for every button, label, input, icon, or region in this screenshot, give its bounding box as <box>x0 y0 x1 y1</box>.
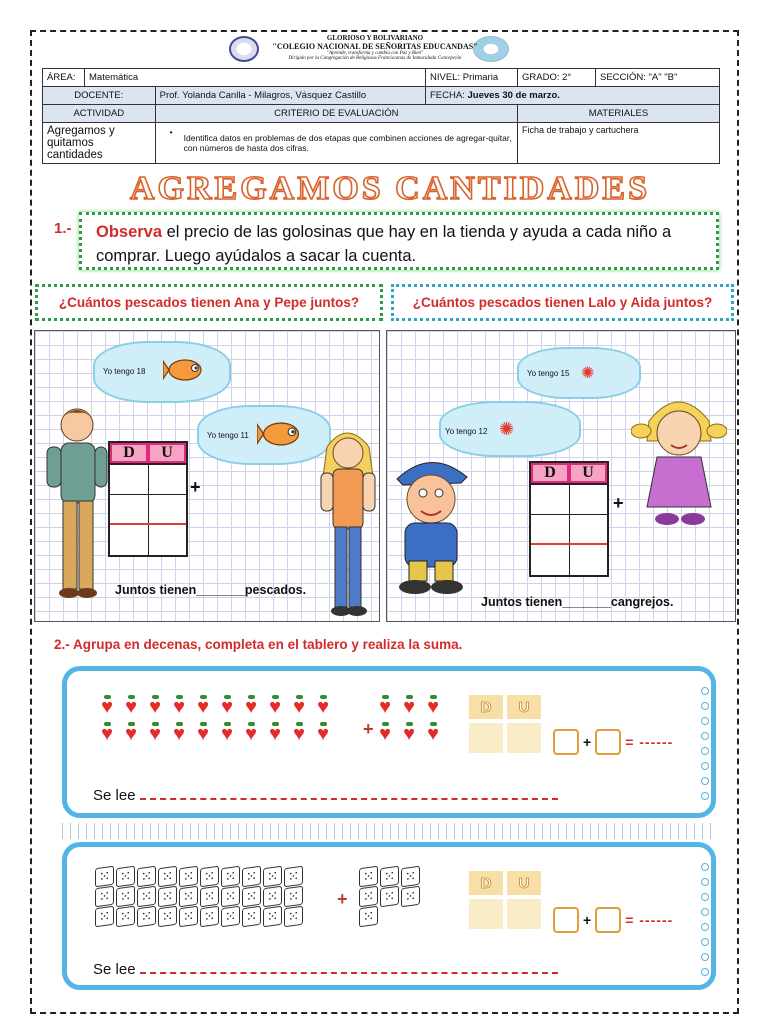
area-value: Matemática <box>85 69 426 87</box>
read-answer-line[interactable] <box>140 972 558 974</box>
strawberry-icon <box>399 722 419 746</box>
header-line1: GLORIOSO Y BOLIVARIANO <box>326 34 424 42</box>
question1-text: el precio de las golosinas que hay en la tienda y ayuda a cada niño a comprar. Luego ayúdalos a sacar la cuenta. <box>96 223 672 265</box>
docente-label: DOCENTE: <box>43 87 156 105</box>
board-cell[interactable] <box>149 495 187 523</box>
materiales-label: MATERIALES <box>518 105 720 123</box>
binder-holes <box>701 863 709 976</box>
question1-number: 1.- <box>54 220 72 237</box>
problem-panel-left <box>34 330 380 622</box>
plus-sign: + <box>363 719 374 739</box>
units-header: U <box>150 445 184 461</box>
strawberry-icon <box>121 722 141 746</box>
speech-bubble-aida <box>517 347 641 399</box>
board-cell[interactable] <box>531 515 570 543</box>
strawberry-icon <box>313 695 333 719</box>
strawberry-icon <box>217 695 237 719</box>
addend-box[interactable] <box>595 907 621 933</box>
units-input-box[interactable] <box>507 899 541 929</box>
units-label: U <box>507 871 541 895</box>
tens-input-box[interactable] <box>469 723 503 753</box>
die-icon: ⁙ <box>221 866 240 888</box>
die-icon: ⁙ <box>263 906 282 928</box>
tens-label: D <box>469 695 503 719</box>
dice-group-tens <box>95 867 304 926</box>
read-answer-line[interactable] <box>140 798 558 800</box>
question-left: ¿Cuántos pescados tienen Ana y Pepe juntos? <box>35 284 383 321</box>
strawberry-icon <box>145 722 165 746</box>
board-cell[interactable] <box>531 485 570 514</box>
dice-group-units <box>359 867 421 926</box>
read-label: Se lee <box>93 961 136 978</box>
die-icon: ⁙ <box>95 906 114 928</box>
die-icon: ⁙ <box>380 886 399 908</box>
strawberry-icon <box>121 695 141 719</box>
die-icon: ⁙ <box>116 886 135 908</box>
strawberry-icon <box>289 695 309 719</box>
die-icon: ⁙ <box>158 906 177 928</box>
tens-input-box[interactable] <box>469 899 503 929</box>
strawberry-icon <box>313 722 333 746</box>
exercise-card-dice <box>62 842 716 990</box>
page-title: AGREGAMOS CANTIDADES <box>130 170 650 207</box>
board-cell[interactable] <box>110 495 149 523</box>
strawberry-icon <box>265 695 285 719</box>
criterio-text: Identifica datos en problemas de dos etapas que combinen acciones de agregar-quitar, con números de hasta dos cifras. <box>183 133 512 153</box>
strawberry-icon <box>241 695 261 719</box>
strawberry-icon <box>193 722 213 746</box>
die-icon: ⁙ <box>242 906 261 928</box>
question2-instructions: 2.- Agrupa en decenas, completa en el tablero y realiza la suma. <box>54 637 463 652</box>
girl-aida-illustration <box>631 391 727 531</box>
board-cell[interactable] <box>570 515 608 543</box>
board-cell[interactable] <box>110 525 149 555</box>
die-icon: ⁙ <box>284 886 303 908</box>
strawberry-icon <box>375 695 395 719</box>
die-icon: ⁙ <box>401 866 420 888</box>
actividad-value: Agregamos y quitamos cantidades <box>43 123 156 164</box>
strawberry-icon <box>423 722 443 746</box>
die-icon: ⁙ <box>221 906 240 928</box>
criterio-label: CRITERIO DE EVALUACIÓN <box>155 105 517 123</box>
materiales-value: Ficha de trabajo y cartuchera <box>518 123 720 164</box>
die-icon: ⁙ <box>179 906 198 928</box>
speech-bubble-pepe <box>93 341 231 403</box>
actividad-label: ACTIVIDAD <box>43 105 156 123</box>
question-right: ¿Cuántos pescados tienen Lalo y Aida juntos? <box>391 284 734 321</box>
answer-line-right[interactable]: Juntos tienen_______cangrejos. <box>481 595 674 609</box>
nivel: NIVEL: Primaria <box>426 69 518 87</box>
die-icon: ⁙ <box>401 886 420 908</box>
boy-lalo-illustration <box>391 453 473 599</box>
die-icon: ⁙ <box>95 886 114 908</box>
equals-blank[interactable]: = ------ <box>625 912 674 928</box>
question1-instructions <box>79 212 719 270</box>
plus-sign: + <box>613 493 624 513</box>
die-icon: ⁙ <box>137 886 156 908</box>
die-icon: ⁙ <box>200 886 219 908</box>
crab-icon: ✺ <box>581 365 595 382</box>
criterio-value <box>155 123 517 164</box>
board-cell[interactable] <box>531 545 570 575</box>
strawberry-icon <box>241 722 261 746</box>
bubble-text: Yo tengo 11 <box>207 431 249 440</box>
header-line2: "COLEGIO NACIONAL DE SEÑORITAS EDUCANDAS" <box>272 42 478 51</box>
area-label: ÁREA: <box>43 69 85 87</box>
die-icon: ⁙ <box>116 866 135 888</box>
die-icon: ⁙ <box>116 906 135 928</box>
die-icon: ⁙ <box>284 906 303 928</box>
board-cell[interactable] <box>110 465 149 494</box>
fecha-value: Jueves 30 de marzo. <box>467 90 560 101</box>
strawberry-icon <box>97 695 117 719</box>
fecha <box>426 87 720 105</box>
tens-label: D <box>469 871 503 895</box>
board-cell[interactable] <box>149 465 187 494</box>
die-icon: ⁙ <box>158 866 177 888</box>
problem-panel-right <box>386 330 736 622</box>
read-line <box>93 961 558 978</box>
sum-operation <box>553 729 673 755</box>
fecha-label: FECHA: <box>430 90 465 101</box>
binder-holes <box>701 687 709 800</box>
die-icon: ⁙ <box>137 906 156 928</box>
die-icon: ⁙ <box>263 886 282 908</box>
school-header <box>230 34 520 64</box>
tens-header: D <box>533 465 567 481</box>
girl-ana-illustration <box>317 425 379 621</box>
read-label: Se lee <box>93 787 136 804</box>
grado: GRADO: 2° <box>518 69 596 87</box>
die-icon: ⁙ <box>359 886 378 908</box>
bubble-text: Yo tengo 18 <box>103 367 146 376</box>
header-line4: Dirigido por la Congregación de Religiosas Franciscanas de Inmaculada Concepción <box>288 56 462 61</box>
die-icon: ⁙ <box>284 866 303 888</box>
strawberry-group-units <box>375 695 443 746</box>
die-icon: ⁙ <box>242 886 261 908</box>
strawberry-group-tens <box>97 695 333 746</box>
info-table <box>42 68 720 164</box>
plus-sign: + <box>337 889 348 909</box>
question1-bold: Observa <box>96 223 163 241</box>
sum-operation <box>553 907 673 933</box>
strawberry-icon <box>399 695 419 719</box>
operator-plus: + <box>583 912 592 928</box>
speech-bubble-ana <box>197 405 331 465</box>
operator-plus: + <box>583 734 592 750</box>
strawberry-icon <box>145 695 165 719</box>
board-cell[interactable] <box>570 545 608 575</box>
die-icon: ⁙ <box>221 886 240 908</box>
bubble-text: Yo tengo 15 <box>527 369 570 378</box>
read-line <box>93 787 558 804</box>
strawberry-icon <box>423 695 443 719</box>
die-icon: ⁙ <box>200 866 219 888</box>
die-icon: ⁙ <box>158 886 177 908</box>
board-cell[interactable] <box>149 525 187 555</box>
strawberry-icon <box>217 722 237 746</box>
units-label: U <box>507 695 541 719</box>
strawberry-icon <box>97 722 117 746</box>
place-value-board-left <box>108 441 188 557</box>
strawberry-icon <box>265 722 285 746</box>
strawberry-icon <box>193 695 213 719</box>
speech-bubble-lalo <box>439 401 581 457</box>
board-cell[interactable] <box>570 485 608 514</box>
die-icon: ⁙ <box>263 866 282 888</box>
die-icon: ⁙ <box>242 866 261 888</box>
die-icon: ⁙ <box>200 906 219 928</box>
die-icon: ⁙ <box>179 866 198 888</box>
addend-box[interactable] <box>553 907 579 933</box>
fish-icon <box>163 355 207 385</box>
die-icon: ⁙ <box>95 866 114 888</box>
tens-header: D <box>112 445 146 461</box>
fish-icon <box>257 417 305 451</box>
die-icon: ⁙ <box>137 866 156 888</box>
strawberry-icon <box>289 722 309 746</box>
units-header: U <box>571 465 605 481</box>
plus-sign: + <box>190 477 201 497</box>
crab-icon: ✺ <box>499 419 515 439</box>
die-icon: ⁙ <box>179 886 198 908</box>
strawberry-icon <box>169 695 189 719</box>
die-icon: ⁙ <box>359 866 378 888</box>
addend-box[interactable] <box>595 729 621 755</box>
bullet-icon: • <box>169 127 173 137</box>
exercise-card-strawberries <box>62 666 716 818</box>
strawberry-icon <box>169 722 189 746</box>
units-input-box[interactable] <box>507 723 541 753</box>
place-value-board-right <box>529 461 609 577</box>
seccion: SECCIÓN: "A" "B" <box>596 69 720 87</box>
addend-box[interactable] <box>553 729 579 755</box>
du-board <box>469 871 541 929</box>
boy-pepe-illustration <box>39 403 109 603</box>
strawberry-icon <box>375 722 395 746</box>
bubble-text: Yo tengo 12 <box>445 427 488 436</box>
die-icon: ⁙ <box>380 866 399 888</box>
equals-blank[interactable]: = ------ <box>625 734 674 750</box>
die-icon: ⁙ <box>359 906 378 928</box>
header-line3: "Aprende, transforma y cambia con Paz y Bien" <box>326 51 424 56</box>
du-board <box>469 695 541 753</box>
answer-line-left[interactable]: Juntos tienen_______pescados. <box>115 583 307 597</box>
ruled-strip <box>62 823 716 839</box>
docente-value: Prof. Yolanda Canlla - Milagros, Vásquez Castillo <box>155 87 425 105</box>
